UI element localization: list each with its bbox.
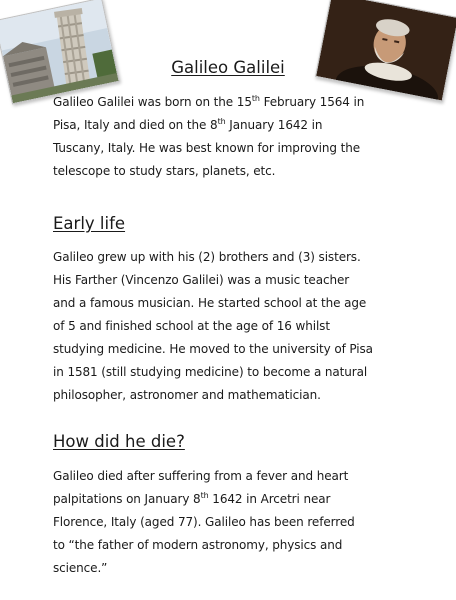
intro-line-3: Tuscany, Italy. He was best known for improving the <box>53 141 360 155</box>
intro-paragraph <box>53 91 431 183</box>
early-life-line: and a famous musician. He started school at the age <box>53 296 367 310</box>
intro-line-1-end: February 1564 in <box>259 95 365 109</box>
early-life-line: of 5 and finished school at the age of 16 whilst <box>53 319 330 333</box>
early-life-heading: Early life <box>53 214 126 233</box>
death-heading: How did he die? <box>53 432 185 451</box>
intro-line-1 <box>53 91 431 114</box>
intro-line-2 <box>53 114 431 137</box>
early-life-line: Galileo grew up with his (2) brothers and (3) sisters. <box>53 250 361 264</box>
galileo-portrait <box>315 0 456 102</box>
early-life-line: philosopher, astronomer and mathematician. <box>53 388 321 402</box>
intro-line-2-end: January 1642 in <box>225 118 323 132</box>
death-line-2-text: palpitations on January 8 <box>53 492 201 506</box>
early-life-line: in 1581 (still studying medicine) to become a natural <box>53 365 368 379</box>
early-life-line: studying medicine. He moved to the university of Pisa <box>53 342 373 356</box>
death-line-2 <box>53 488 431 511</box>
death-line-5: science.” <box>53 561 108 575</box>
intro-line-4: telescope to study stars, planets, etc. <box>53 164 276 178</box>
galileo-portrait-image <box>316 0 456 100</box>
intro-line-1-text: Galileo Galilei was born on the 15 <box>53 95 252 109</box>
death-paragraph <box>53 465 431 580</box>
death-line-3: Florence, Italy (aged 77). Galileo has been referred <box>53 515 355 529</box>
death-line-4: to “the father of modern astronomy, physics and <box>53 538 343 552</box>
leaning-tower-photo <box>0 0 120 104</box>
early-life-paragraph <box>53 246 431 407</box>
ordinal-suffix: th <box>251 94 260 103</box>
ordinal-suffix: th <box>217 117 226 126</box>
death-line-1: Galileo died after suffering from a fever and heart <box>53 469 349 483</box>
leaning-tower-image <box>0 0 119 103</box>
ordinal-suffix: th <box>200 491 209 500</box>
death-line-2-end: 1642 in Arcetri near <box>208 492 331 506</box>
page-title: Galileo Galilei <box>171 58 285 77</box>
early-life-line: His Farther (Vincenzo Galilei) was a music teacher <box>53 273 350 287</box>
intro-line-2-text: Pisa, Italy and died on the 8 <box>53 118 218 132</box>
